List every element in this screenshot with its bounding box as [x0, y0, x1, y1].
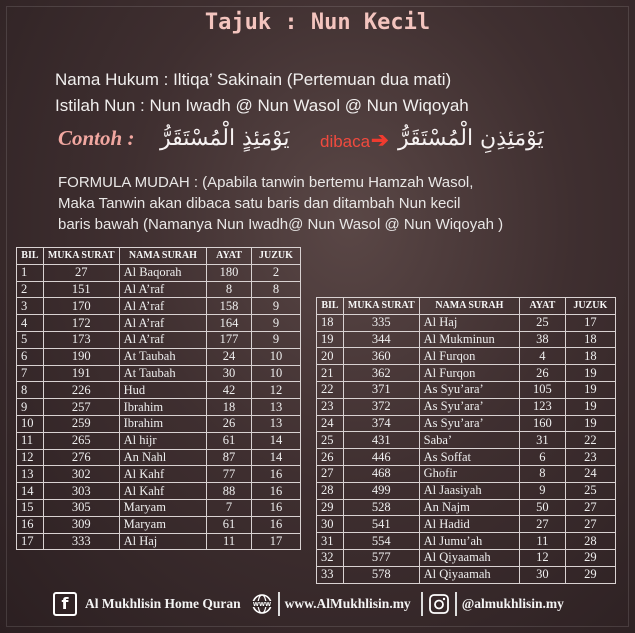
- table-row: [317, 516, 616, 533]
- cell-nama-surah: Ghofir: [419, 465, 519, 482]
- table-row: [317, 566, 616, 583]
- cell-bil: 12: [17, 449, 44, 466]
- cell-nama-surah: Al Qiyaamah: [419, 549, 519, 566]
- table-row: [317, 314, 616, 331]
- table-row: [17, 449, 301, 466]
- cell-juzuk: 24: [565, 465, 615, 482]
- cell-bil: 31: [317, 533, 344, 550]
- cell-muka-surat: 333: [43, 533, 119, 550]
- column-header-muka-surat: MUKA SURAT: [43, 248, 119, 265]
- column-header-muka-surat: MUKA SURAT: [343, 298, 419, 315]
- cell-bil: 19: [317, 331, 344, 348]
- cell-bil: 10: [17, 415, 44, 432]
- cell-juzuk: 10: [251, 365, 300, 382]
- cell-juzuk: 10: [251, 348, 300, 365]
- cell-ayat: 158: [207, 298, 252, 315]
- cell-nama-surah: Al Mukminun: [419, 331, 519, 348]
- cell-juzuk: 13: [251, 399, 300, 416]
- cell-juzuk: 22: [565, 432, 615, 449]
- cell-juzuk: 16: [251, 483, 300, 500]
- cell-bil: 8: [17, 382, 44, 399]
- cell-nama-surah: Al hijr: [119, 432, 207, 449]
- cell-nama-surah: As Syu’ara’: [419, 415, 519, 432]
- cell-muka-surat: 226: [43, 382, 119, 399]
- cell-muka-surat: 468: [343, 465, 419, 482]
- cell-bil: 17: [17, 533, 44, 550]
- cell-nama-surah: Al Baqorah: [119, 264, 207, 281]
- cell-muka-surat: 362: [343, 365, 419, 382]
- cell-ayat: 105: [520, 381, 566, 398]
- cell-juzuk: 27: [565, 499, 615, 516]
- column-header-ayat: AYAT: [207, 248, 252, 265]
- cell-ayat: 164: [207, 315, 252, 332]
- formula-line-2: Maka Tanwin akan dibaca satu baris dan ditambah Nun kecil: [58, 195, 461, 212]
- table-row: [17, 499, 301, 516]
- table-row: [17, 365, 301, 382]
- arabic-example-original: يَوْمَئِذٍ الْمُسْتَقَرُّ: [160, 126, 290, 151]
- cell-ayat: 8: [207, 281, 252, 298]
- nama-hukum-text: Nama Hukum : Iltiqa’ Sakinain (Pertemuan dua mati): [55, 70, 452, 89]
- cell-juzuk: 16: [251, 466, 300, 483]
- cell-nama-surah: An Nahl: [119, 449, 207, 466]
- cell-ayat: 31: [520, 432, 566, 449]
- cell-ayat: 30: [520, 566, 566, 583]
- cell-juzuk: 9: [251, 315, 300, 332]
- cell-bil: 32: [317, 549, 344, 566]
- formula-line-3: baris bawah (Namanya Nun Iwadh@ Nun Wasol @ Nun Wiqoyah ): [58, 216, 504, 233]
- table-row: [317, 365, 616, 382]
- cell-ayat: 11: [207, 533, 252, 550]
- cell-muka-surat: 276: [43, 449, 119, 466]
- cell-muka-surat: 446: [343, 449, 419, 466]
- table-row: [317, 482, 616, 499]
- cell-juzuk: 25: [565, 482, 615, 499]
- cell-bil: 20: [317, 348, 344, 365]
- table-row: [17, 466, 301, 483]
- arabic-example-read: يَوْمَئِذِنِ الْمُسْتَقَرُّ: [398, 126, 544, 151]
- cell-muka-surat: 499: [343, 482, 419, 499]
- dibaca-label: dibaca: [320, 132, 371, 151]
- cell-muka-surat: 190: [43, 348, 119, 365]
- cell-bil: 6: [17, 348, 44, 365]
- cell-muka-surat: 191: [43, 365, 119, 382]
- cell-juzuk: 14: [251, 432, 300, 449]
- facebook-icon[interactable]: f: [53, 592, 77, 616]
- cell-muka-surat: 309: [43, 516, 119, 533]
- cell-ayat: 8: [520, 465, 566, 482]
- cell-nama-surah: Maryam: [119, 499, 207, 516]
- cell-nama-surah: Al Hadid: [419, 516, 519, 533]
- cell-muka-surat: 173: [43, 331, 119, 348]
- cell-muka-surat: 151: [43, 281, 119, 298]
- cell-bil: 2: [17, 281, 44, 298]
- cell-juzuk: 19: [565, 415, 615, 432]
- table-row: [317, 398, 616, 415]
- cell-juzuk: 16: [251, 516, 300, 533]
- cell-muka-surat: 541: [343, 516, 419, 533]
- cell-ayat: 177: [207, 331, 252, 348]
- cell-ayat: 9: [520, 482, 566, 499]
- globe-www-icon[interactable]: [251, 593, 273, 615]
- cell-ayat: 42: [207, 382, 252, 399]
- cell-juzuk: 16: [251, 499, 300, 516]
- cell-bil: 11: [17, 432, 44, 449]
- cell-nama-surah: At Taubah: [119, 365, 207, 382]
- cell-bil: 18: [317, 314, 344, 331]
- cell-bil: 28: [317, 482, 344, 499]
- facebook-page-name[interactable]: Al Mukhlisin Home Quran: [85, 595, 241, 611]
- cell-juzuk: 27: [565, 516, 615, 533]
- istilah-nun-text: Istilah Nun : Nun Iwadh @ Nun Wasol @ Nun Wiqoyah: [55, 96, 469, 115]
- cell-bil: 23: [317, 398, 344, 415]
- cell-muka-surat: 27: [43, 264, 119, 281]
- column-header-nama-surah: NAMA SURAH: [119, 248, 207, 265]
- cell-juzuk: 29: [565, 566, 615, 583]
- column-header-juzuk: JUZUK: [565, 298, 615, 315]
- table-row: [17, 331, 301, 348]
- cell-muka-surat: 577: [343, 549, 419, 566]
- cell-muka-surat: 305: [43, 499, 119, 516]
- cell-bil: 13: [17, 466, 44, 483]
- cell-muka-surat: 259: [43, 415, 119, 432]
- cell-nama-surah: Al A’raf: [119, 281, 207, 298]
- cell-ayat: 180: [207, 264, 252, 281]
- table-row: [17, 264, 301, 281]
- instagram-handle[interactable]: @almukhlisin.my: [461, 595, 564, 611]
- cell-nama-surah: Al Haj: [119, 533, 207, 550]
- cell-juzuk: 9: [251, 331, 300, 348]
- table-row: [17, 382, 301, 399]
- table-row: [17, 533, 301, 550]
- cell-muka-surat: 302: [43, 466, 119, 483]
- footer-divider: [278, 592, 280, 616]
- table-row: [317, 415, 616, 432]
- table-row: [317, 432, 616, 449]
- column-header-bil: BIL: [17, 248, 44, 265]
- cell-ayat: 24: [207, 348, 252, 365]
- table-row: [17, 516, 301, 533]
- table-row: [17, 432, 301, 449]
- cell-nama-surah: Al Jumu’ah: [419, 533, 519, 550]
- cell-nama-surah: Al Jaasiyah: [419, 482, 519, 499]
- cell-ayat: 11: [520, 533, 566, 550]
- cell-ayat: 18: [207, 399, 252, 416]
- column-header-ayat: AYAT: [520, 298, 566, 315]
- cell-nama-surah: Al A’raf: [119, 331, 207, 348]
- cell-bil: 26: [317, 449, 344, 466]
- nun-kecil-table-right: [316, 297, 616, 584]
- cell-juzuk: 9: [251, 298, 300, 315]
- table-row: [17, 483, 301, 500]
- cell-muka-surat: 578: [343, 566, 419, 583]
- cell-juzuk: 13: [251, 415, 300, 432]
- cell-ayat: 27: [520, 516, 566, 533]
- cell-nama-surah: Ibrahim: [119, 415, 207, 432]
- cell-muka-surat: 372: [343, 398, 419, 415]
- cell-bil: 5: [17, 331, 44, 348]
- cell-bil: 15: [17, 499, 44, 516]
- cell-nama-surah: Al Qiyaamah: [419, 566, 519, 583]
- cell-muka-surat: 554: [343, 533, 419, 550]
- cell-juzuk: 17: [565, 314, 615, 331]
- cell-bil: 14: [17, 483, 44, 500]
- cell-ayat: 61: [207, 432, 252, 449]
- cell-ayat: 87: [207, 449, 252, 466]
- cell-muka-surat: 303: [43, 483, 119, 500]
- cell-nama-surah: Al Kahf: [119, 466, 207, 483]
- formula-mudah-text: [58, 172, 618, 235]
- cell-juzuk: 8: [251, 281, 300, 298]
- table-row: [317, 381, 616, 398]
- cell-ayat: 6: [520, 449, 566, 466]
- cell-ayat: 7: [207, 499, 252, 516]
- cell-nama-surah: Al Kahf: [119, 483, 207, 500]
- cell-ayat: 77: [207, 466, 252, 483]
- cell-bil: 3: [17, 298, 44, 315]
- table-row: [317, 499, 616, 516]
- cell-nama-surah: Hud: [119, 382, 207, 399]
- cell-muka-surat: 360: [343, 348, 419, 365]
- cell-juzuk: 14: [251, 449, 300, 466]
- cell-bil: 7: [17, 365, 44, 382]
- page-title: Tajuk : Nun Kecil: [204, 10, 431, 35]
- cell-nama-surah: Al Furqon: [419, 365, 519, 382]
- cell-nama-surah: As Syu’ara’: [419, 381, 519, 398]
- cell-ayat: 12: [520, 549, 566, 566]
- cell-nama-surah: Al Haj: [419, 314, 519, 331]
- cell-bil: 21: [317, 365, 344, 382]
- table-row: [317, 348, 616, 365]
- table-header-row: [317, 298, 616, 315]
- cell-bil: 9: [17, 399, 44, 416]
- cell-nama-surah: As Syu’ara’: [419, 398, 519, 415]
- table-row: [17, 281, 301, 298]
- cell-nama-surah: Maryam: [119, 516, 207, 533]
- cell-muka-surat: 371: [343, 381, 419, 398]
- table-row: [17, 399, 301, 416]
- cell-muka-surat: 172: [43, 315, 119, 332]
- cell-ayat: 4: [520, 348, 566, 365]
- cell-nama-surah: Saba’: [419, 432, 519, 449]
- cell-ayat: 26: [207, 415, 252, 432]
- cell-juzuk: 18: [565, 331, 615, 348]
- table-row: [317, 549, 616, 566]
- cell-muka-surat: 257: [43, 399, 119, 416]
- cell-juzuk: 28: [565, 533, 615, 550]
- cell-bil: 16: [17, 516, 44, 533]
- cell-muka-surat: 528: [343, 499, 419, 516]
- website-link[interactable]: www.AlMukhlisin.my: [284, 595, 411, 611]
- cell-bil: 27: [317, 465, 344, 482]
- cell-ayat: 30: [207, 365, 252, 382]
- table-row: [17, 415, 301, 432]
- cell-muka-surat: 431: [343, 432, 419, 449]
- cell-bil: 29: [317, 499, 344, 516]
- table-header-row: [17, 248, 301, 265]
- cell-ayat: 38: [520, 331, 566, 348]
- cell-juzuk: 29: [565, 549, 615, 566]
- cell-juzuk: 18: [565, 348, 615, 365]
- www-glyph: WWW: [252, 601, 271, 608]
- cell-juzuk: 12: [251, 382, 300, 399]
- cell-ayat: 61: [207, 516, 252, 533]
- cell-muka-surat: 344: [343, 331, 419, 348]
- table-row: [317, 533, 616, 550]
- table-row: [17, 348, 301, 365]
- formula-line-1: FORMULA MUDAH : (Apabila tanwin bertemu Hamzah Wasol,: [58, 174, 474, 191]
- table-row: [17, 315, 301, 332]
- table-row: [17, 298, 301, 315]
- nun-kecil-table-left: [16, 247, 301, 550]
- cell-juzuk: 17: [251, 533, 300, 550]
- cell-bil: 4: [17, 315, 44, 332]
- cell-ayat: 123: [520, 398, 566, 415]
- cell-bil: 30: [317, 516, 344, 533]
- cell-nama-surah: Al A’raf: [119, 298, 207, 315]
- column-header-bil: BIL: [317, 298, 344, 315]
- cell-bil: 25: [317, 432, 344, 449]
- cell-nama-surah: As Soffat: [419, 449, 519, 466]
- arrow-right-icon: ➔: [371, 129, 389, 152]
- cell-juzuk: 2: [251, 264, 300, 281]
- cell-nama-surah: Al Furqon: [419, 348, 519, 365]
- cell-ayat: 88: [207, 483, 252, 500]
- table-row: [317, 331, 616, 348]
- cell-muka-surat: 265: [43, 432, 119, 449]
- footer-divider: [421, 592, 423, 616]
- cell-juzuk: 19: [565, 398, 615, 415]
- cell-muka-surat: 335: [343, 314, 419, 331]
- cell-ayat: 50: [520, 499, 566, 516]
- cell-bil: 1: [17, 264, 44, 281]
- cell-bil: 24: [317, 415, 344, 432]
- cell-bil: 33: [317, 566, 344, 583]
- cell-bil: 22: [317, 381, 344, 398]
- cell-nama-surah: Al A’raf: [119, 315, 207, 332]
- cell-ayat: 160: [520, 415, 566, 432]
- footer-divider: [455, 592, 457, 616]
- cell-muka-surat: 374: [343, 415, 419, 432]
- contoh-label: Contoh :: [58, 126, 135, 150]
- column-header-nama-surah: NAMA SURAH: [419, 298, 519, 315]
- footer-bar: [53, 587, 601, 620]
- cell-nama-surah: An Najm: [419, 499, 519, 516]
- cell-nama-surah: At Taubah: [119, 348, 207, 365]
- cell-nama-surah: Ibrahim: [119, 399, 207, 416]
- instagram-icon[interactable]: [428, 593, 450, 615]
- cell-ayat: 26: [520, 365, 566, 382]
- column-header-juzuk: JUZUK: [251, 248, 300, 265]
- table-row: [317, 465, 616, 482]
- cell-ayat: 25: [520, 314, 566, 331]
- table-row: [317, 449, 616, 466]
- cell-muka-surat: 170: [43, 298, 119, 315]
- cell-juzuk: 19: [565, 381, 615, 398]
- cell-juzuk: 19: [565, 365, 615, 382]
- cell-juzuk: 23: [565, 449, 615, 466]
